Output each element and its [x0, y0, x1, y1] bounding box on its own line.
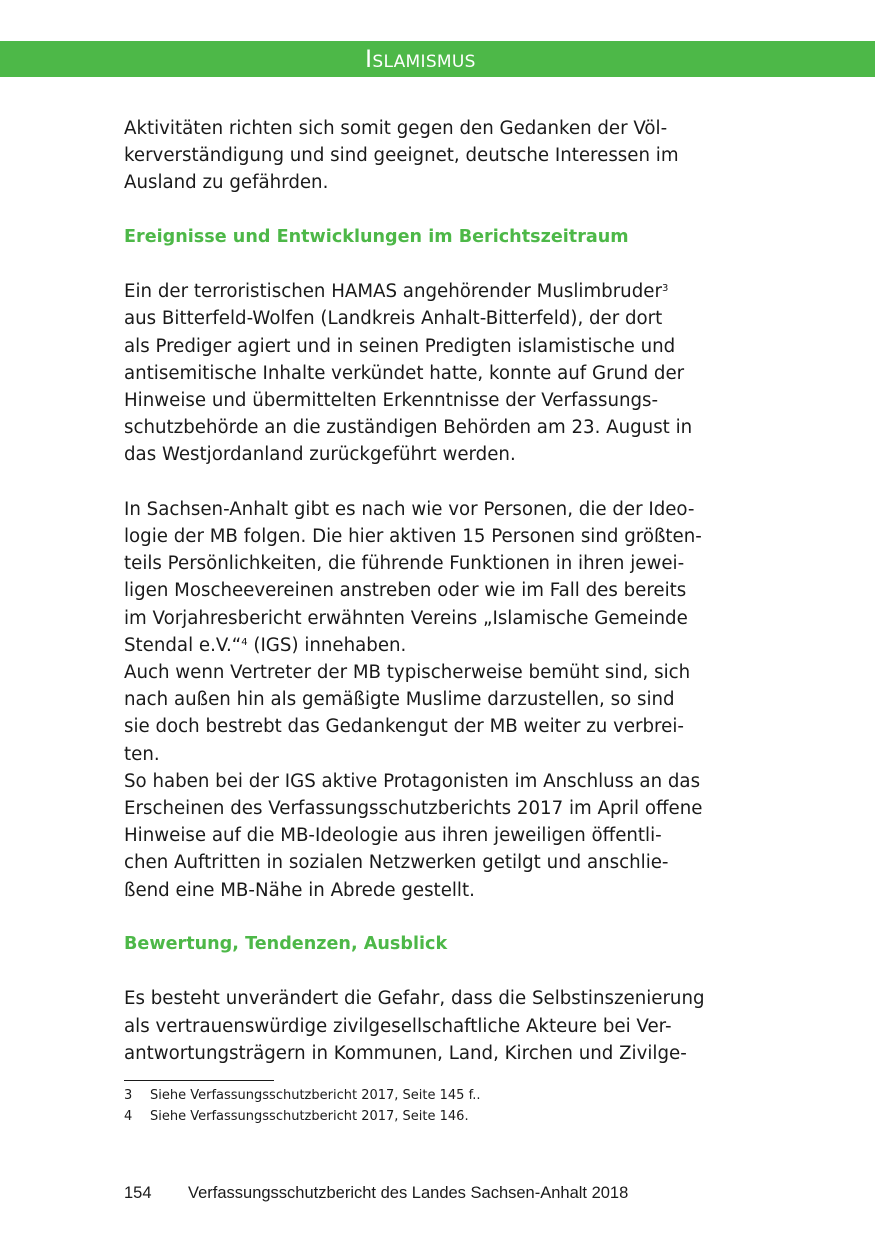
page-footer [124, 1182, 628, 1204]
mb-representatives-paragraph [124, 659, 764, 768]
text-line: ten. [124, 743, 160, 765]
footnote-number: 4 [124, 1109, 133, 1124]
text-line: nach außen hin als gemäßigte Muslime darzustellen, so sind [124, 689, 675, 711]
text-line: kerverständigung und sind geeignet, deutsche Interessen im [124, 145, 679, 167]
text-line: antisemitische Inhalte verkündet hatte, konnte auf Grund der [124, 362, 685, 384]
footnote-text: Siehe Verfassungsschutzbericht 2017, Seite 146. [150, 1109, 469, 1124]
footnote-reference-4: 4 [241, 636, 248, 648]
footnote-text: Siehe Verfassungsschutzbericht 2017, Seite 145 f.. [150, 1088, 481, 1103]
intro-paragraph [124, 115, 764, 197]
text-fragment: Ein der terroristischen HAMAS angehörender Muslimbruder [124, 281, 662, 303]
text-line: Es besteht unverändert die Gefahr, dass die Selbstinszenierung [124, 988, 705, 1010]
igs-paragraph [124, 768, 764, 904]
text-line [124, 278, 764, 305]
text-line: ßend eine MB-Nähe in Abrede gestellt. [124, 879, 475, 901]
text-line: das Westjordanland zurückgeführt werden. [124, 444, 516, 466]
chapter-banner [0, 41, 875, 77]
text-line: als Prediger agiert und in seinen Predigten islamistische und [124, 335, 676, 357]
text-line: Ausland zu gefährden. [124, 172, 329, 194]
footnote-reference-3: 3 [661, 283, 669, 295]
footnote-item [124, 1106, 480, 1127]
footnote-item [124, 1085, 480, 1106]
text-line: Hinweise auf die MB-Ideologie aus ihren jeweiligen öffentli- [124, 825, 662, 847]
section-heading-events: Ereignisse und Entwicklungen im Berichtszeitraum [124, 226, 629, 247]
chapter-title: Islamismus [365, 45, 476, 73]
text-fragment: (IGS) innehaben. [247, 634, 407, 656]
text-line: chen Auftritten in sozialen Netzwerken getilgt und anschlie- [124, 852, 669, 874]
footnote-divider [124, 1080, 274, 1081]
text-line: logie der MB folgen. Die hier aktiven 15 Personen sind größten- [124, 526, 702, 547]
text-line: Erscheinen des Verfassungsschutzberichts 2017 im April offene [124, 798, 703, 820]
footnotes [124, 1085, 480, 1127]
text-fragment: Stendal e.V.“ [124, 634, 242, 656]
text-line: teils Persönlichkeiten, die führende Funktionen in ihren jewei- [124, 553, 685, 575]
text-line: schutzbehörde an die zuständigen Behörden am 23. August in [124, 417, 693, 439]
text-line: So haben bei der IGS aktive Protagonisten im Anschluss an das [124, 770, 701, 792]
text-line: ligen Moscheevereinen anstreben oder wie im Fall des bereits [124, 580, 687, 602]
text-line: Hinweise und übermittelten Erkenntnisse der Verfassungs- [124, 390, 659, 411]
mb-persons-paragraph [124, 496, 764, 659]
text-line: im Vorjahresbericht erwähnten Vereins „Islamische Gemeinde [124, 607, 688, 629]
text-line: In Sachsen-Anhalt gibt es nach wie vor Personen, die der Ideo- [124, 498, 695, 520]
page-number: 154 [124, 1184, 152, 1202]
section-heading-assessment: Bewertung, Tendenzen, Ausblick [124, 934, 448, 955]
text-line: Aktivitäten richten sich somit gegen den Gedanken der Völ- [124, 118, 668, 139]
text-line [124, 632, 764, 659]
hamas-paragraph [124, 278, 764, 468]
publication-title: Verfassungsschutzbericht des Landes Sachsen-Anhalt 2018 [188, 1184, 629, 1202]
text-line: aus Bitterfeld-Wolfen (Landkreis Anhalt-Bitterfeld), der dort [124, 308, 663, 330]
text-line: Auch wenn Vertreter der MB typischerweise bemüht sind, sich [124, 662, 691, 684]
main-content [124, 115, 764, 1067]
footnote-number: 3 [124, 1088, 133, 1103]
text-line: sie doch bestrebt das Gedankengut der MB weiter zu verbrei- [124, 716, 684, 738]
assessment-paragraph [124, 985, 764, 1067]
text-line: als vertrauenswürdige zivilgesellschaftliche Akteure bei Ver- [124, 1015, 672, 1037]
text-line: antwortungsträgern in Kommunen, Land, Kirchen und Zivilge- [124, 1042, 687, 1064]
